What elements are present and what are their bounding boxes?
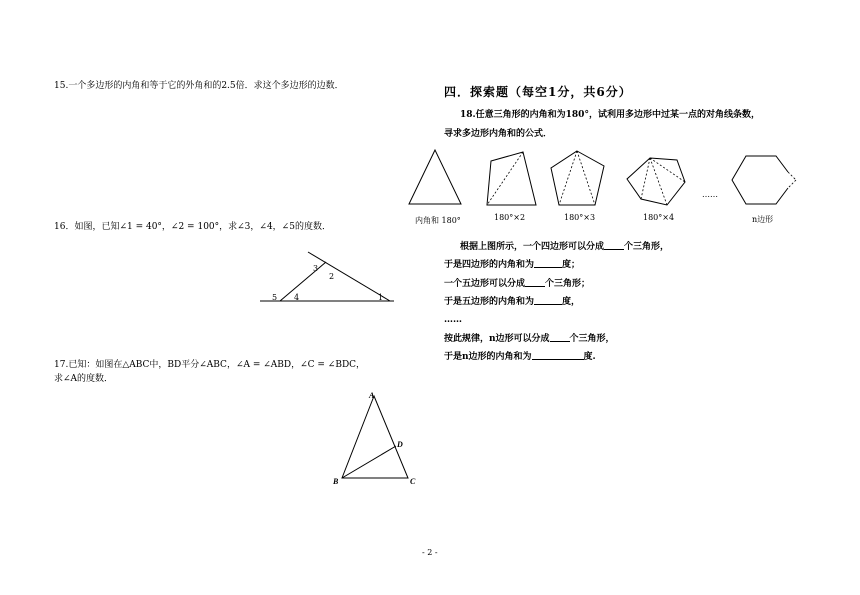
- triangle-shape: [409, 150, 461, 204]
- polygon-ellipsis: ……: [702, 190, 718, 199]
- pentagon-shape: [551, 151, 604, 205]
- fill-line-4: 于是五边形的内角和为 度，: [444, 297, 581, 307]
- blank-4[interactable]: [534, 295, 562, 305]
- caption-pentagon: 180°×3: [564, 213, 596, 222]
- dots-line: ……: [444, 315, 462, 325]
- caption-hexagon: 180°×4: [643, 213, 675, 222]
- q17-label-b: B: [333, 477, 339, 486]
- blank-3[interactable]: [525, 277, 545, 287]
- n-gon-shape: [732, 156, 796, 204]
- q17-figure: [330, 390, 425, 490]
- question-17-line2: 求∠A的度数．: [54, 374, 114, 384]
- conclusion-line-2: 于是n边形的内角和为 度.: [444, 352, 596, 362]
- question-18-line1: 18.任意三角形的内角和为180°，试利用多边形中过某一点的对角线条数，: [460, 110, 760, 120]
- blank-6[interactable]: [532, 350, 584, 360]
- blank-1[interactable]: [604, 240, 624, 250]
- q17-label-c: C: [410, 477, 416, 486]
- fill-line-3: 一个五边形可以分成 个三角形；: [444, 279, 591, 289]
- blank-5[interactable]: [550, 332, 570, 342]
- q16-label-3: 3: [313, 264, 319, 273]
- fill-line-2: 于是四边形的内角和为 度；: [444, 260, 581, 270]
- fill-line-1: 根据上图所示，一个四边形可以分成 个三角形，: [460, 242, 670, 252]
- caption-quadrilateral: 180°×2: [494, 213, 526, 222]
- q16-label-4: 4: [294, 293, 300, 302]
- question-15: 15.一个多边形的内角和等于它的外角和的2.5倍．求这个多边形的边数．: [54, 81, 344, 91]
- q16-figure: [258, 250, 398, 306]
- q17-label-d: D: [397, 440, 403, 449]
- polygon-sequence-figure: [405, 148, 810, 210]
- question-16: 16．如图，已知∠1 = 40°，∠2 = 100°，求∠3，∠4，∠5的度数．: [54, 222, 331, 232]
- question-17-line1: 17.已知：如图在△ABC中，BD平分∠ABC，∠A = ∠ABD，∠C = ∠BDC，: [54, 360, 366, 370]
- section-4-title: 四．探索题（每空1分，共6分）: [444, 85, 632, 99]
- page-number: - 2 -: [422, 548, 438, 557]
- q16-label-5: 5: [272, 293, 278, 302]
- blank-2[interactable]: [534, 258, 562, 268]
- caption-triangle: 内角和 180°: [415, 216, 461, 225]
- quadrilateral-shape: [487, 152, 536, 205]
- q16-label-1: 1: [378, 293, 384, 302]
- conclusion-line-1: 按此规律，n边形可以分成 个三角形，: [444, 334, 615, 344]
- question-18-line2: 寻求多边形内角和的公式．: [444, 129, 553, 139]
- q17-bisector-bd: [342, 446, 396, 478]
- q17-label-a: A: [369, 391, 375, 400]
- q16-left-transversal: [280, 262, 326, 301]
- q17-triangle: [342, 396, 408, 478]
- hexagon-shape: [627, 158, 685, 205]
- q16-label-2: 2: [329, 272, 335, 281]
- caption-n-gon: n边形: [752, 215, 774, 224]
